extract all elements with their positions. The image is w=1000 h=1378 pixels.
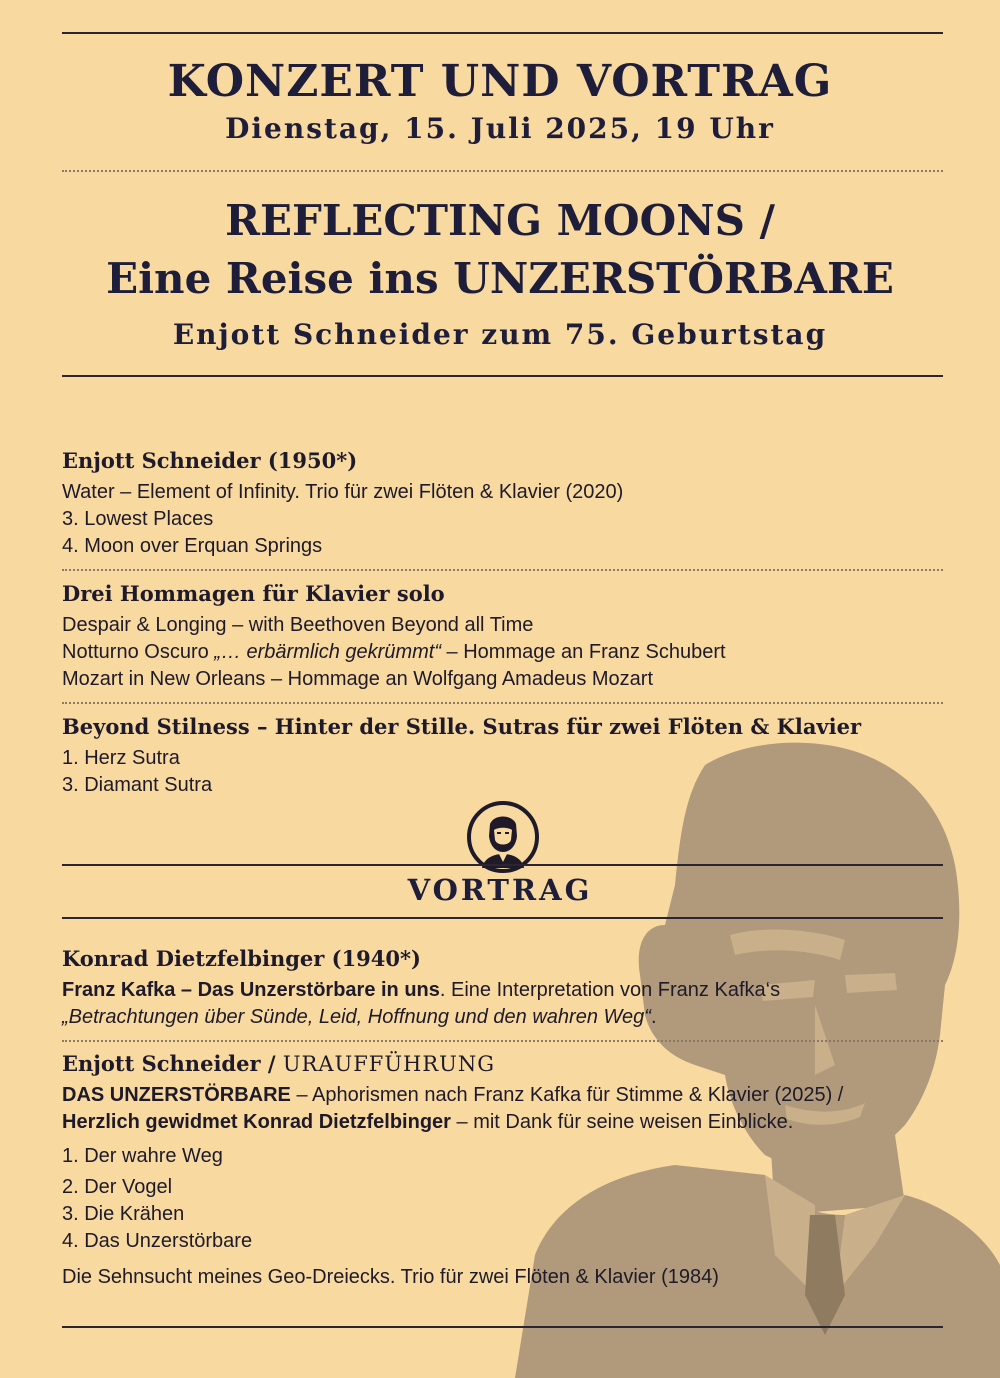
feature-subtitle: Enjott Schneider zum 75. Geburtstag	[172, 318, 828, 351]
vortrag-top-rule	[62, 864, 943, 866]
section-heading: Beyond Stilness – Hinter der Stille. Sutras für zwei Flöten & Klavier	[62, 714, 862, 739]
premiere-dedication-line	[62, 1109, 962, 1136]
divider	[62, 569, 943, 571]
premiere-work-line	[62, 1082, 962, 1109]
premiere-dedication-rest: – mit Dank für seine weisen Einblicke.	[450, 1111, 794, 1133]
program-line: 3. Diamant Sutra	[62, 774, 213, 796]
premiere-heading	[62, 1050, 962, 1078]
talk-quote: „Betrachtungen über Sünde, Leid, Hoffnung und den wahren Weg“	[62, 1006, 651, 1028]
premiere-section	[62, 1050, 962, 1291]
event-date: Dienstag, 15. Juli 2025, 19 Uhr	[225, 112, 775, 145]
program-line: Mozart in New Orleans – Hommage an Wolfgang Amadeus Mozart	[62, 668, 654, 690]
program-section-2	[62, 580, 962, 693]
premiere-work-description: – Aphorismen nach Franz Kafka für Stimme & Klavier (2025) /	[290, 1084, 844, 1106]
closing-line: Die Sehnsucht meines Geo-Dreiecks. Trio für zwei Flöten & Klavier (1984)	[62, 1266, 719, 1288]
feature-title-line2: Eine Reise ins UNZERSTÖRBARE	[106, 254, 894, 303]
divider	[62, 170, 943, 172]
top-rule	[62, 32, 943, 34]
program-line: 1. Herz Sutra	[62, 747, 180, 769]
kafka-portrait-logo	[466, 800, 540, 874]
talk-title: Franz Kafka – Das Unzerstörbare in uns	[62, 979, 440, 1001]
notturno-quote: „… erbärmlich gekrümmt“	[214, 641, 441, 663]
section-heading: Drei Hommagen für Klavier solo	[62, 581, 445, 606]
premiere-item: 1. Der wahre Weg	[62, 1145, 223, 1167]
program-line: Water – Element of Infinity. Trio für zwei Flöten & Klavier (2020)	[62, 481, 624, 503]
notturno-title: Notturno Oscuro	[62, 641, 215, 663]
notturno-dedication: – Hommage an Franz Schubert	[441, 641, 726, 663]
feature-title-line1: REFLECTING MOONS /	[225, 196, 775, 245]
premiere-dedication: Herzlich gewidmet Konrad Dietzfelbinger	[62, 1111, 451, 1133]
program-line-notturno	[62, 639, 962, 666]
talk-end: .	[650, 1006, 657, 1028]
section-heading: Enjott Schneider (1950*)	[62, 448, 358, 473]
premiere-label: URAUFFÜHRUNG	[282, 1052, 496, 1076]
vortrag-label: VORTRAG	[407, 873, 593, 907]
page-title: KONZERT UND VORTRAG	[167, 56, 833, 107]
vortrag-section	[62, 945, 962, 1031]
program-line: 3. Lowest Places	[62, 508, 214, 530]
vortrag-bottom-rule	[62, 917, 943, 919]
bottom-rule	[62, 1326, 943, 1328]
program-line: Despair & Longing – with Beethoven Beyond all Time	[62, 614, 534, 636]
premiere-work-title: DAS UNZERSTÖRBARE	[62, 1084, 291, 1106]
program-section-1	[62, 447, 962, 560]
premiere-item: 2. Der Vogel	[62, 1176, 173, 1198]
premiere-composer: Enjott Schneider /	[62, 1051, 283, 1076]
talk-description: . Eine Interpretation von Franz Kafka‘s	[439, 979, 781, 1001]
premiere-item: 3. Die Krähen	[62, 1203, 185, 1225]
program-line: 4. Moon over Erquan Springs	[62, 535, 323, 557]
talk-line	[62, 977, 962, 1004]
talk-line-2	[62, 1004, 962, 1031]
divider	[62, 702, 943, 704]
premiere-item: 4. Das Unzerstörbare	[62, 1230, 253, 1252]
divider	[62, 1040, 943, 1042]
program-section-3	[62, 713, 962, 799]
speaker-heading: Konrad Dietzfelbinger (1940*)	[62, 946, 421, 971]
header-bottom-rule	[62, 375, 943, 377]
